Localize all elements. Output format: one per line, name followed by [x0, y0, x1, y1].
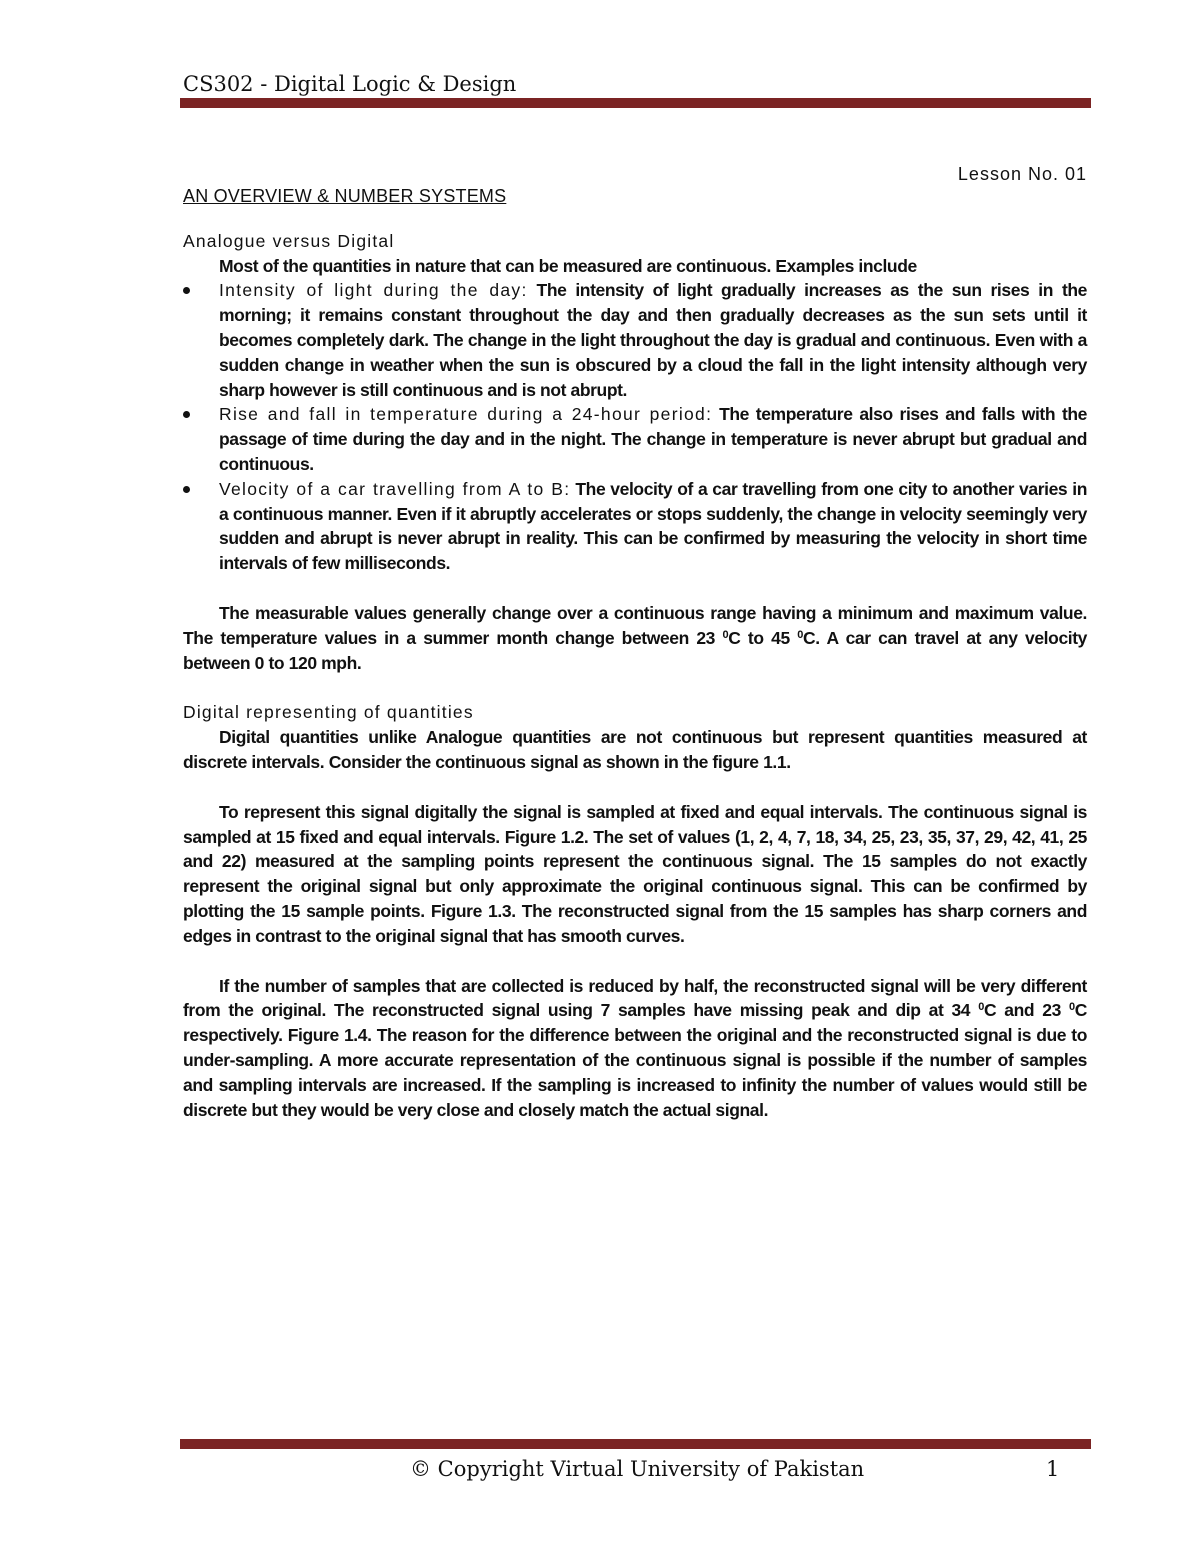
digital-quantities-paragraph: Digital quantities unlike Analogue quantities are not continuous but represent quantities measured at discrete intervals. Consider the continuous signal as shown in the figure 1.1.: [183, 727, 1087, 772]
course-header-title: CS302 - Digital Logic & Design: [183, 72, 517, 96]
paragraph-gap: [183, 775, 1087, 800]
bullet-dot-icon: [183, 486, 190, 493]
bullet-dot-icon: [183, 287, 190, 294]
text-run: C to 45: [728, 627, 790, 648]
paragraph-gap: [183, 675, 1087, 700]
measurable-values-paragraph: [183, 601, 1087, 675]
text-run: C. A car can travel at any velocity between 0 to 120 mph.: [183, 627, 1087, 673]
footer-copyright: © Copyright Virtual University of Pakistan: [410, 1457, 865, 1481]
paragraph-gap: [183, 576, 1087, 601]
bullet-text: The velocity of a car travelling from one city to another varies in a continuous manner. Even if it abruptly accelerates or stops suddenly, the change in velocity seemingly very sudden and abrupt is never abrupt in reality. This can be confirmed by measuring the velocity in short time intervals of few milliseconds.: [219, 478, 1087, 574]
bullet-item-velocity: [183, 477, 1087, 576]
degree-superscript: 0: [722, 628, 729, 641]
document-body: [183, 160, 1087, 1122]
document-title: AN OVERVIEW & NUMBER SYSTEMS: [183, 186, 507, 206]
bullet-dot-icon: [183, 411, 190, 418]
examples-bullet-list: [183, 278, 1087, 576]
bullet-lead: Intensity of light during the day:: [219, 280, 528, 301]
bullet-lead: Rise and fall in temperature during a 24-hour period:: [219, 404, 713, 425]
degree-superscript: 0: [1069, 1001, 1075, 1014]
text-run: C respectively. Figure 1.4. The reason for the difference between the original and the reconstructed signal is due to under-sampling. A more accurate representation of the continuous signal is possible if the number of samples and sampling intervals are increased. If the sampling is increased to infinity the number of values would still be discrete but they would be very close and closely match the actual signal.: [183, 1000, 1087, 1120]
bullet-text: The intensity of light gradually increases as the sun rises in the morning; it remains constant throughout the day and then gradually decreases as the sun sets until it becomes completely dark. The change in the light throughout the day is gradual and continuous. Even with a sudden change in weather when the sun is obscured by a cloud the fall in the light intensity although very sharp however is still continuous and is not abrupt.: [219, 280, 1087, 400]
header-rule: [180, 98, 1091, 108]
text-run: The measurable values generally change over a continuous range having a minimum and maximum value. The temperature values in a summer month change between 23: [183, 602, 1087, 648]
paragraph-gap: [183, 949, 1087, 974]
degree-superscript: 0: [797, 628, 803, 641]
section-intro-paragraph: Most of the quantities in nature that can be measured are continuous. Examples include: [219, 255, 917, 276]
sampling-paragraph: To represent this signal digitally the signal is sampled at fixed and equal intervals. The continuous signal is sampled at 15 fixed and equal intervals. Figure 1.2. The set of values (1, 2, 4, 7, 18, 34, 25, 23, 35, 37, 29, 42, 41, 25 and 22) measured at the sampling points represent the continuous signal. The 15 samples do not exactly represent the original signal but only approximate the original continuous signal. This can be confirmed by plotting the 15 sample points. Figure 1.3. The reconstructed signal from the 15 samples has sharp corners and edges in contrast to the original signal that has smooth curves.: [183, 801, 1087, 946]
footer-rule: [180, 1439, 1091, 1449]
bullet-text: The temperature also rises and falls with the passage of time during the day and in the night. The change in temperature is never abrupt but gradual and continuous.: [219, 404, 1087, 474]
text-run: C and 23: [983, 1000, 1061, 1021]
bullet-lead: Velocity of a car travelling from A to B:: [219, 478, 571, 499]
page-number: 1: [1046, 1457, 1060, 1481]
lesson-number: Lesson No. 01: [957, 164, 1087, 184]
under-sampling-paragraph: [183, 974, 1087, 1123]
bullet-item-light: [183, 278, 1087, 402]
bullet-item-temperature: [183, 402, 1087, 476]
degree-superscript: 0: [978, 1001, 984, 1014]
section-heading-analogue-digital: Analogue versus Digital: [183, 230, 395, 251]
text-run: If the number of samples that are collected is reduced by half, the reconstructed signal will be very different from the original. The reconstructed signal using 7 samples have missing peak and dip at 34: [183, 975, 1087, 1021]
section-heading-digital-quantities: Digital representing of quantities: [183, 702, 474, 723]
